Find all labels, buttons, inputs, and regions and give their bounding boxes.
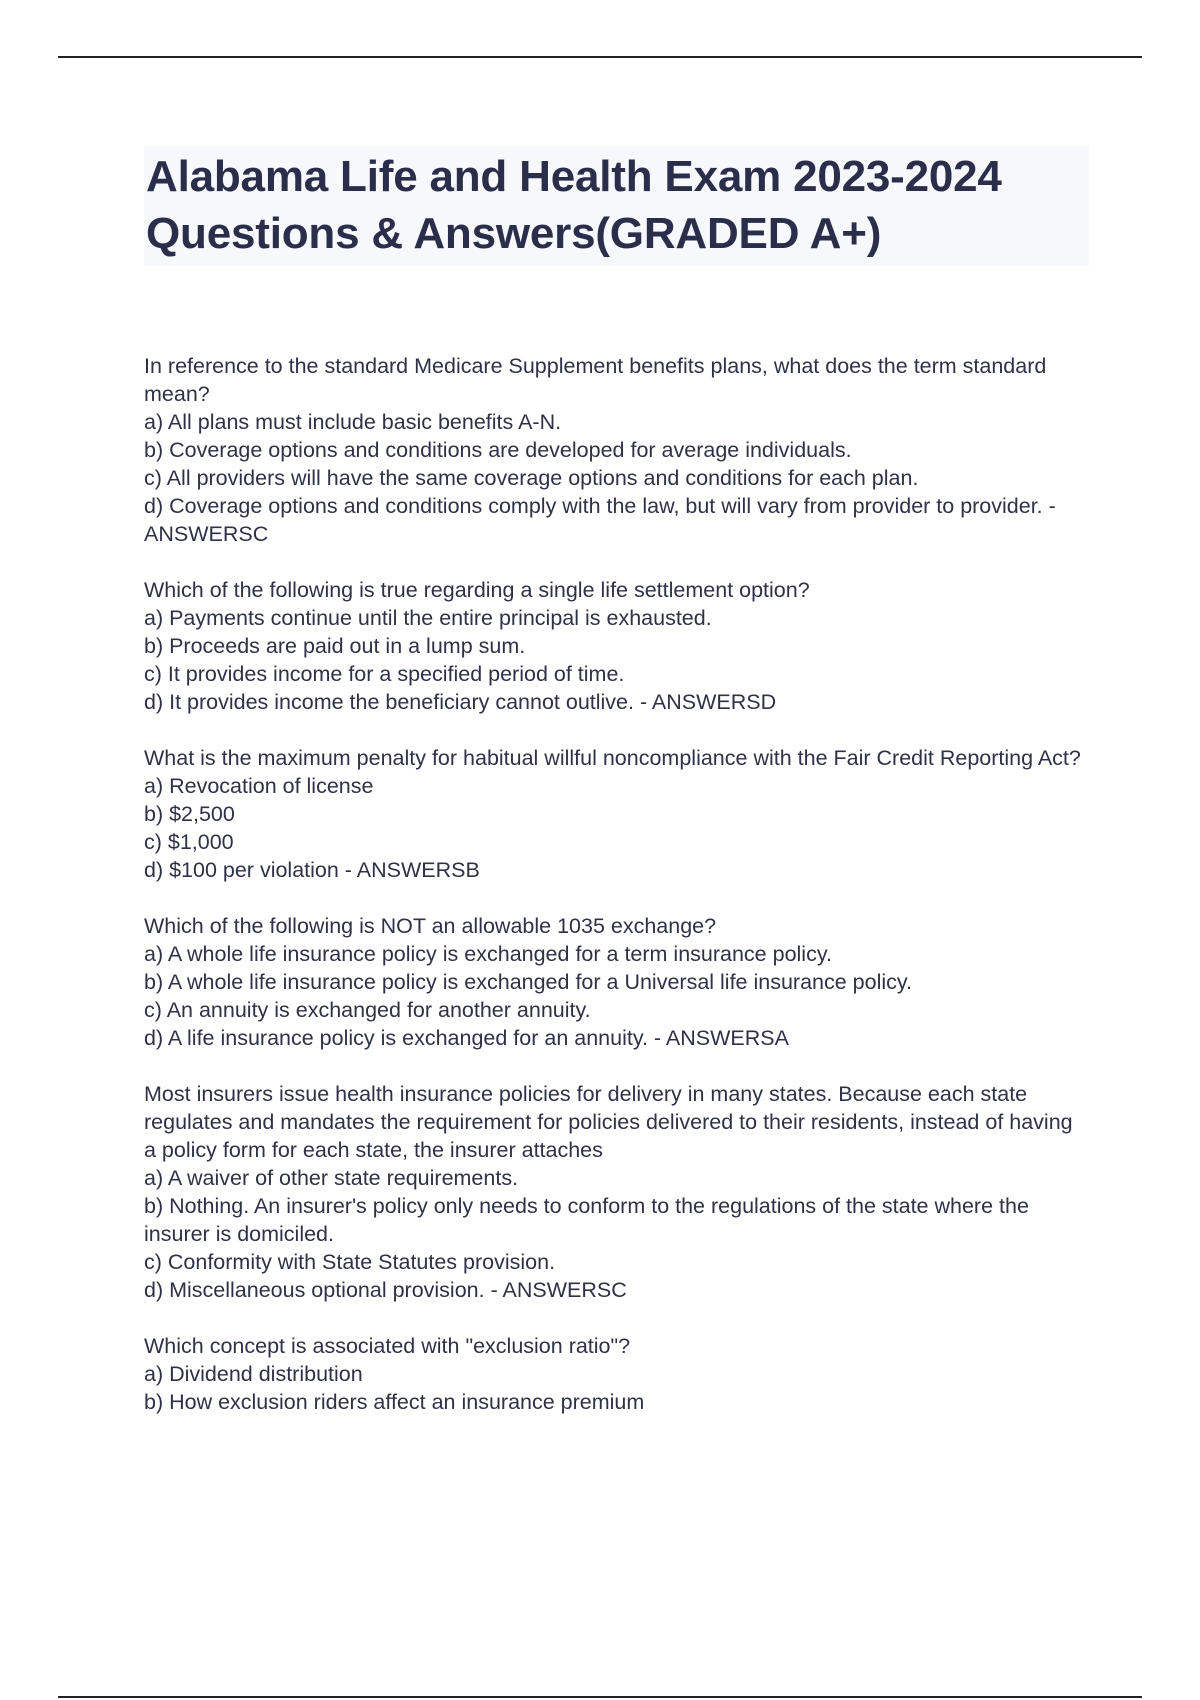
question-text: Which of the following is true regarding a single life settlement option? xyxy=(144,578,810,602)
answer-option: b) How exclusion riders affect an insurance premium xyxy=(144,1390,645,1414)
question-text: Which concept is associated with "exclusion ratio"? xyxy=(144,1334,631,1358)
question-block xyxy=(144,744,1089,884)
answer-option: a) Payments continue until the entire principal is exhausted. xyxy=(144,606,712,630)
answer-option: d) Coverage options and conditions comply with the law, but will vary from provider to provider. - ANSWERSC xyxy=(144,494,1056,546)
answer-option: a) A whole life insurance policy is exchanged for a term insurance policy. xyxy=(144,942,832,966)
answer-option: b) A whole life insurance policy is exchanged for a Universal life insurance policy. xyxy=(144,970,913,994)
question-text: Most insurers issue health insurance policies for delivery in many states. Because each state regulates and mandates the requirement for policies delivered to their residents, instead of having a policy form for each state, the insurer attaches xyxy=(144,1082,1073,1162)
question-block xyxy=(144,576,1089,716)
answer-option: d) It provides income the beneficiary cannot outlive. - ANSWERSD xyxy=(144,690,777,714)
question-text: In reference to the standard Medicare Supplement benefits plans, what does the term standard mean? xyxy=(144,354,1047,406)
document-body xyxy=(144,146,1089,1444)
answer-option: a) All plans must include basic benefits A-N. xyxy=(144,410,562,434)
question-list xyxy=(144,352,1089,1416)
answer-option: d) A life insurance policy is exchanged for an annuity. - ANSWERSA xyxy=(144,1026,789,1050)
answer-option: b) Coverage options and conditions are developed for average individuals. xyxy=(144,438,852,462)
answer-option: a) Revocation of license xyxy=(144,774,374,798)
top-divider xyxy=(58,56,1142,58)
answer-option: d) Miscellaneous optional provision. - ANSWERSC xyxy=(144,1278,627,1302)
question-block xyxy=(144,912,1089,1052)
answer-option: b) Proceeds are paid out in a lump sum. xyxy=(144,634,526,658)
answer-option: a) A waiver of other state requirements. xyxy=(144,1166,519,1190)
question-block xyxy=(144,1332,1089,1416)
bottom-divider xyxy=(58,1696,1142,1698)
question-text: Which of the following is NOT an allowable 1035 exchange? xyxy=(144,914,717,938)
question-block xyxy=(144,1080,1089,1304)
answer-option: b) $2,500 xyxy=(144,802,235,826)
answer-option: c) Conformity with State Statutes provision. xyxy=(144,1250,556,1274)
question-text: What is the maximum penalty for habitual willful noncompliance with the Fair Credit Reporting Act? xyxy=(144,746,1081,770)
answer-option: c) It provides income for a specified period of time. xyxy=(144,662,625,686)
answer-option: c) An annuity is exchanged for another annuity. xyxy=(144,998,591,1022)
answer-option: c) All providers will have the same coverage options and conditions for each plan. xyxy=(144,466,919,490)
answer-option: a) Dividend distribution xyxy=(144,1362,363,1386)
answer-option: d) $100 per violation - ANSWERSB xyxy=(144,858,480,882)
question-block xyxy=(144,352,1089,548)
answer-option: b) Nothing. An insurer's policy only needs to conform to the regulations of the state where the insurer is domiciled. xyxy=(144,1194,1029,1246)
document-title: Alabama Life and Health Exam 2023-2024 Questions & Answers(GRADED A+) xyxy=(144,146,1089,266)
answer-option: c) $1,000 xyxy=(144,830,234,854)
